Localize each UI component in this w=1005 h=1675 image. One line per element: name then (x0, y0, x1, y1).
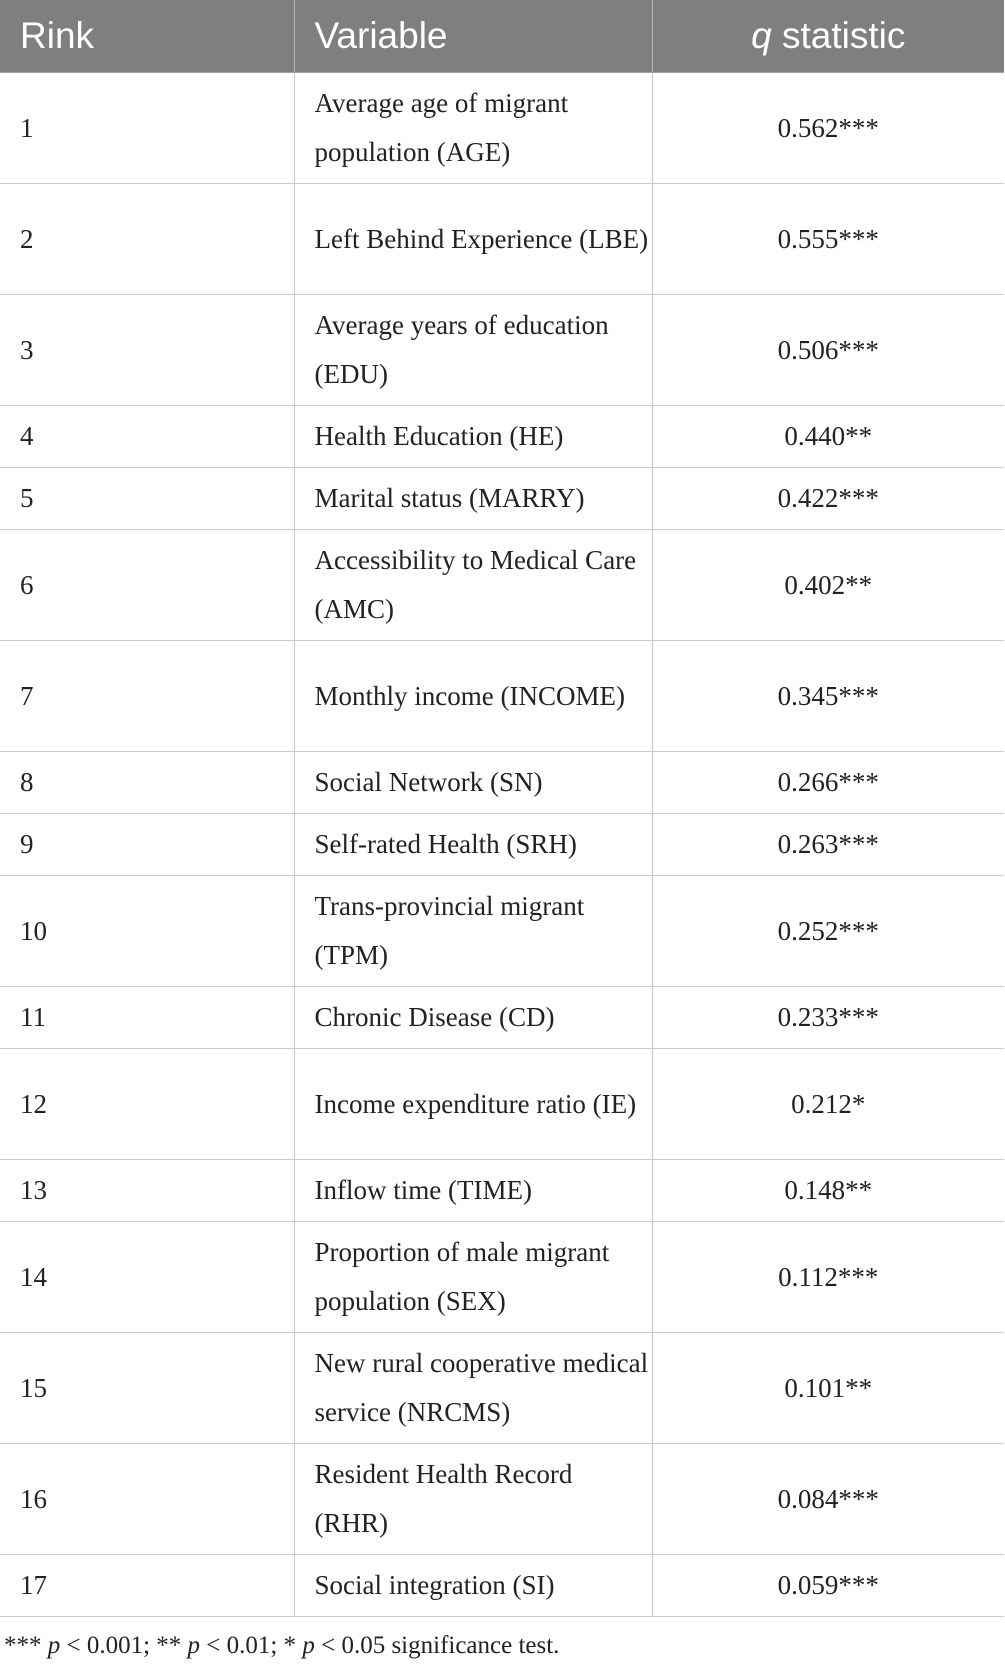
header-rank: Rink (0, 0, 294, 73)
table-row (0, 295, 1004, 406)
table-row (0, 73, 1004, 184)
table-header (0, 0, 1004, 73)
footnote-p-symbol: p (47, 1632, 61, 1659)
q-value-cell: 0.212* (652, 1049, 1004, 1160)
variable-cell: Income expenditure ratio (IE) (294, 1049, 652, 1160)
table-row (0, 1333, 1004, 1444)
variable-cell: Accessibility to Medical Care (AMC) (294, 530, 652, 641)
q-value-cell: 0.252*** (652, 876, 1004, 987)
header-q-label: statistic (771, 15, 906, 56)
rank-cell: 16 (0, 1444, 294, 1555)
table-row (0, 876, 1004, 987)
variable-cell: Resident Health Record (RHR) (294, 1444, 652, 1555)
header-q-symbol: q (751, 15, 772, 56)
rank-cell: 1 (0, 73, 294, 184)
q-value-cell: 0.555*** (652, 184, 1004, 295)
footnote-text-1: < 0.001; ** (60, 1632, 188, 1659)
q-value-cell: 0.422*** (652, 468, 1004, 530)
q-value-cell: 0.266*** (652, 752, 1004, 814)
table-row (0, 1049, 1004, 1160)
table-body (0, 73, 1004, 1617)
q-value-cell: 0.506*** (652, 295, 1004, 406)
q-value-cell: 0.059*** (652, 1555, 1004, 1617)
table-row (0, 184, 1004, 295)
rank-cell: 7 (0, 641, 294, 752)
table-row (0, 1222, 1004, 1333)
footnote-text-3: < 0.05 significance test. (314, 1632, 560, 1659)
q-value-cell: 0.084*** (652, 1444, 1004, 1555)
rank-cell: 4 (0, 406, 294, 468)
q-value-cell: 0.263*** (652, 814, 1004, 876)
rank-cell: 13 (0, 1160, 294, 1222)
table-row (0, 814, 1004, 876)
table-row (0, 530, 1004, 641)
table-row (0, 406, 1004, 468)
footnote-p-symbol: p (302, 1632, 315, 1659)
rank-cell: 11 (0, 987, 294, 1049)
q-value-cell: 0.112*** (652, 1222, 1004, 1333)
header-q-statistic (652, 0, 1004, 73)
table-row (0, 1444, 1004, 1555)
variable-cell: Social Network (SN) (294, 752, 652, 814)
table-row (0, 752, 1004, 814)
table-row (0, 1160, 1004, 1222)
rank-cell: 14 (0, 1222, 294, 1333)
footnote-p-symbol: p (187, 1632, 201, 1659)
q-value-cell: 0.101** (652, 1333, 1004, 1444)
variable-cell: Trans-provincial migrant (TPM) (294, 876, 652, 987)
rank-cell: 9 (0, 814, 294, 876)
variable-cell: Marital status (MARRY) (294, 468, 652, 530)
variable-cell: Inflow time (TIME) (294, 1160, 652, 1222)
table-row (0, 987, 1004, 1049)
q-value-cell: 0.148** (652, 1160, 1004, 1222)
rank-cell: 12 (0, 1049, 294, 1160)
table-row (0, 1555, 1004, 1617)
variable-cell: Average age of migrant population (AGE) (294, 73, 652, 184)
header-variable: Variable (294, 0, 652, 73)
variable-cell: New rural cooperative medical service (NRCMS) (294, 1333, 652, 1444)
variable-cell: Monthly income (INCOME) (294, 641, 652, 752)
rank-cell: 3 (0, 295, 294, 406)
rank-cell: 8 (0, 752, 294, 814)
q-value-cell: 0.402** (652, 530, 1004, 641)
rank-cell: 10 (0, 876, 294, 987)
q-value-cell: 0.233*** (652, 987, 1004, 1049)
header-row (0, 0, 1004, 73)
q-value-cell: 0.345*** (652, 641, 1004, 752)
variable-cell: Chronic Disease (CD) (294, 987, 652, 1049)
variable-cell: Health Education (HE) (294, 406, 652, 468)
variable-cell: Self-rated Health (SRH) (294, 814, 652, 876)
footnote-stars-1: *** (4, 1632, 48, 1659)
variable-cell: Proportion of male migrant population (SEX) (294, 1222, 652, 1333)
table-row (0, 468, 1004, 530)
q-value-cell: 0.562*** (652, 73, 1004, 184)
variable-cell: Social integration (SI) (294, 1555, 652, 1617)
variable-cell: Average years of education (EDU) (294, 295, 652, 406)
variable-cell: Left Behind Experience (LBE) (294, 184, 652, 295)
rank-cell: 6 (0, 530, 294, 641)
footnote-text-2: < 0.01; * (200, 1632, 303, 1659)
rank-cell: 17 (0, 1555, 294, 1617)
rank-cell: 2 (0, 184, 294, 295)
table-row (0, 641, 1004, 752)
significance-footnote (4, 1632, 559, 1660)
rank-cell: 15 (0, 1333, 294, 1444)
q-value-cell: 0.440** (652, 406, 1004, 468)
rank-cell: 5 (0, 468, 294, 530)
